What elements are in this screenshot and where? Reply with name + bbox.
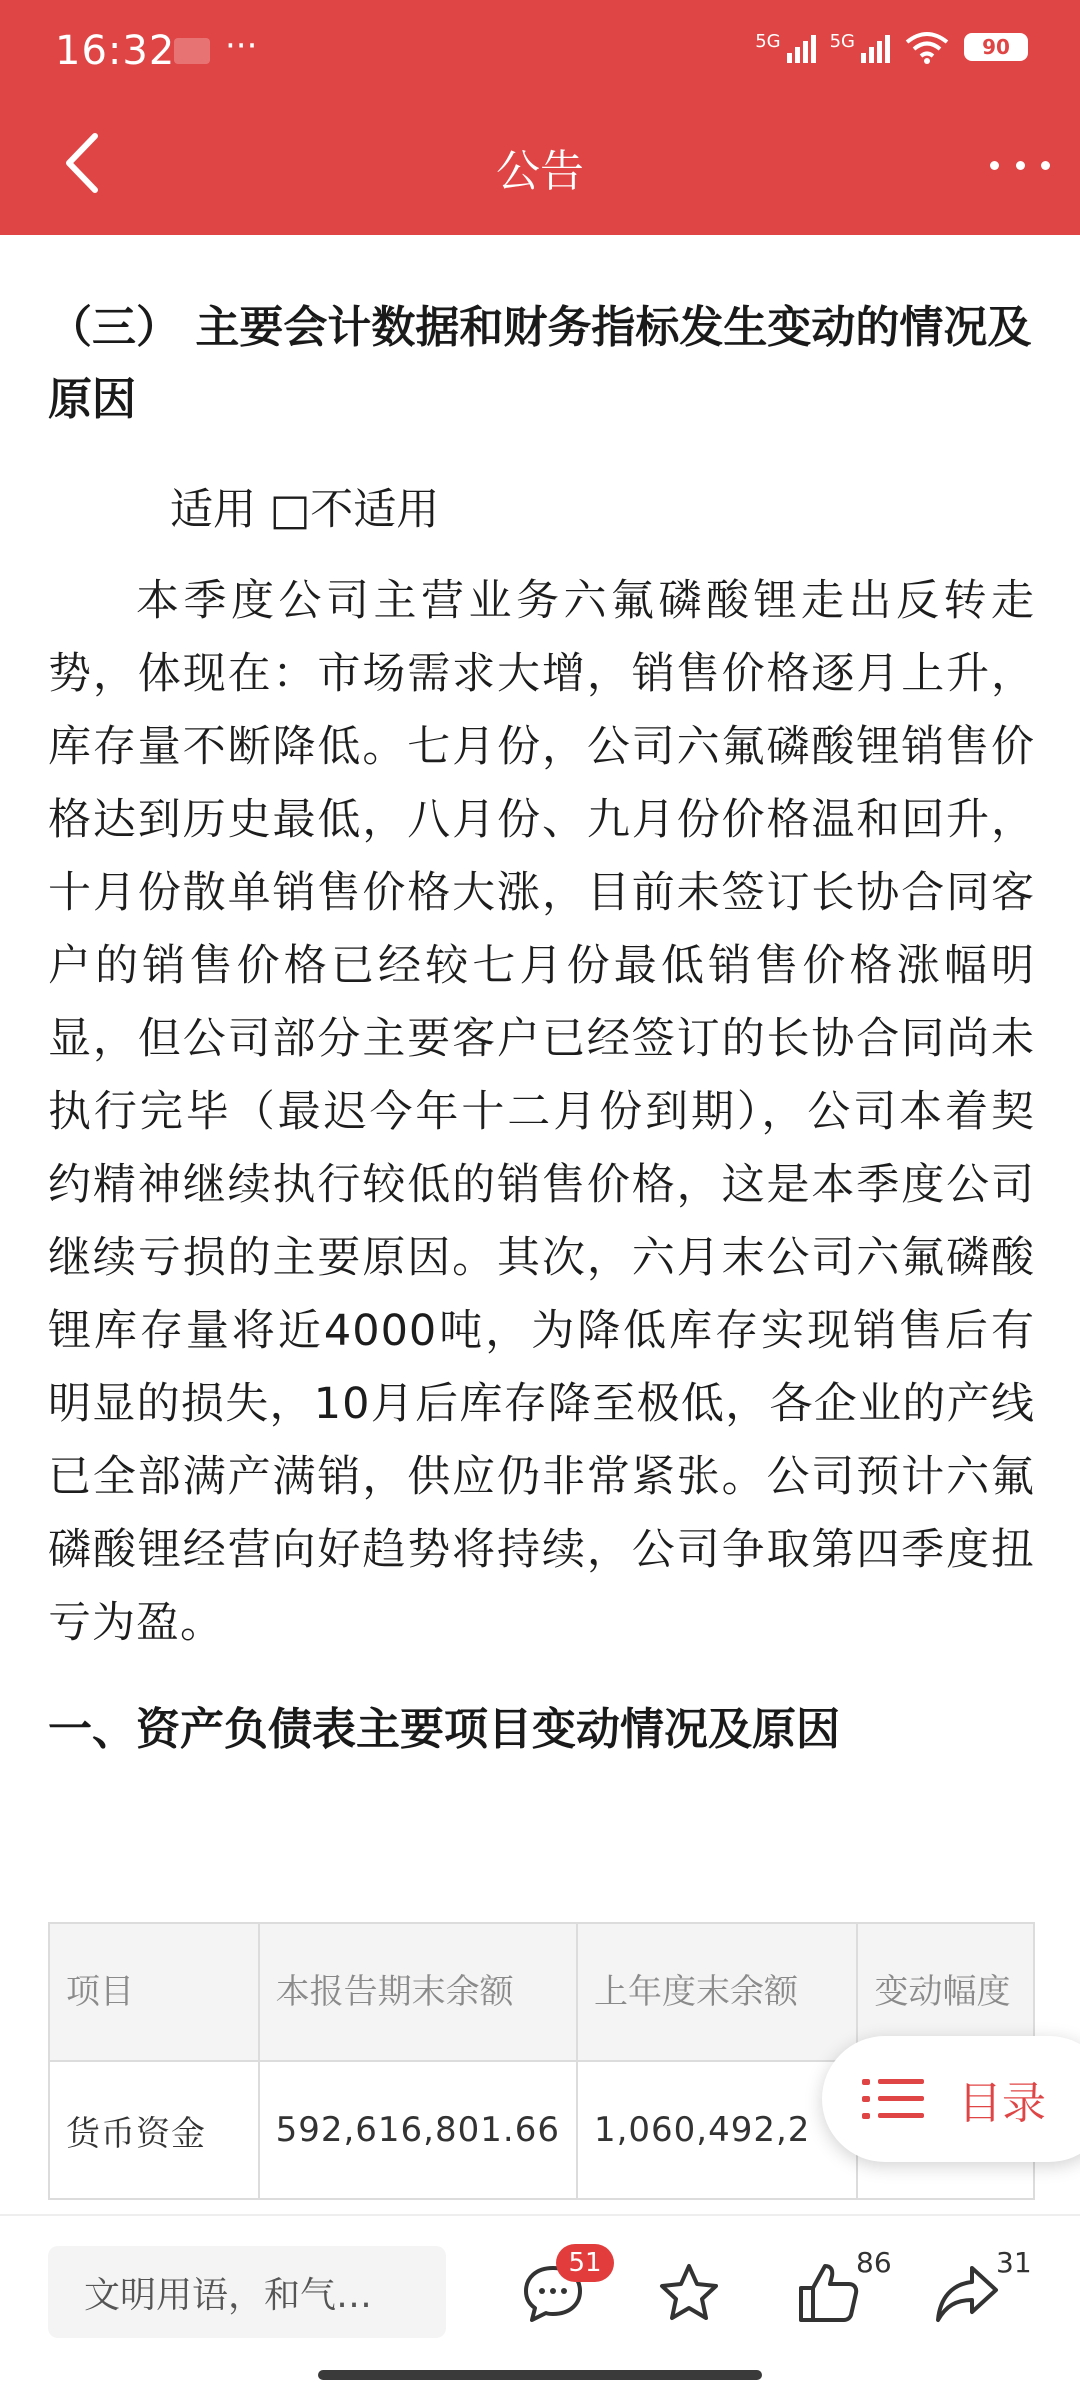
wifi-icon — [904, 30, 950, 64]
signal-icon-2: 5G — [830, 31, 890, 63]
table-cell: 1,060,492,2 — [577, 2061, 858, 2199]
table-cell: 592,616,801.66 — [259, 2061, 577, 2199]
table-header-cell: 变动幅度 — [857, 1923, 1034, 2061]
section-title: （三） 主要会计数据和财务指标发生变动的情况及原因 — [48, 302, 1032, 425]
home-indicator[interactable] — [318, 2370, 762, 2380]
like-count: 86 — [856, 2246, 892, 2279]
table-cell: 货币资金 — [49, 2061, 259, 2199]
signal-icon: 5G — [755, 31, 815, 63]
article-paragraph: 本季度公司主营业务六氟磷酸锂走出反转走势，体现在：市场需求大增，销售价格逐月上升，库存量不断降低。七月份，公司六氟磷酸锂销售价格达到历史最低，八月份、九月份价格温和回升，十月份散单销售价格大涨，目前未签订长协合同客户的销售价格已经较七月份最低销售价格涨幅明显，但公司部分主要客户已经签订的长协合同尚未执行完毕（最迟今年十二月份到期），公司本着契约精神继续执行较低的销售价格，这是本季度公司继续亏损的主要原因。其次，六月末公司六氟磷酸锂库存量将近4000吨，为降低库存实现销售后有明显的损失，10月后库存降至极低，各企业的产线已全部满产满销，供应仍非常紧张。公司预计六氟磷酸锂经营向好趋势将持续，公司争取第四季度扭亏为盈。 — [48, 576, 1035, 1648]
page-title: 公告 — [496, 146, 584, 197]
subsection-title: 一、资产负债表主要项目变动情况及原因 — [48, 1704, 840, 1755]
status-time: 16:32 — [55, 28, 176, 74]
more-icon[interactable] — [990, 155, 1050, 175]
status-more-indicator: ··· — [225, 26, 258, 66]
list-icon — [862, 2077, 924, 2121]
thumb-up-icon[interactable] — [795, 2260, 861, 2326]
share-count: 31 — [996, 2246, 1032, 2279]
toc-button[interactable] — [822, 2036, 1080, 2162]
toc-label: 目录 — [958, 2078, 1046, 2129]
app-header — [0, 0, 1080, 235]
table-header-cell: 本报告期末余额 — [259, 1923, 577, 2061]
comment-count-badge: 51 — [556, 2244, 614, 2282]
status-icons — [755, 30, 1028, 64]
share-icon[interactable] — [934, 2260, 1000, 2326]
battery-indicator: 90 — [964, 33, 1028, 61]
article-body — [48, 292, 1035, 1760]
applicable-line: 适用 □不适用 — [170, 485, 440, 535]
table-header-cell: 项目 — [49, 1923, 259, 2061]
star-icon[interactable] — [656, 2260, 722, 2326]
table-header-cell: 上年度末余额 — [577, 1923, 858, 2061]
notification-icon — [174, 38, 210, 64]
comment-input[interactable]: 文明用语，和气… — [48, 2246, 446, 2338]
